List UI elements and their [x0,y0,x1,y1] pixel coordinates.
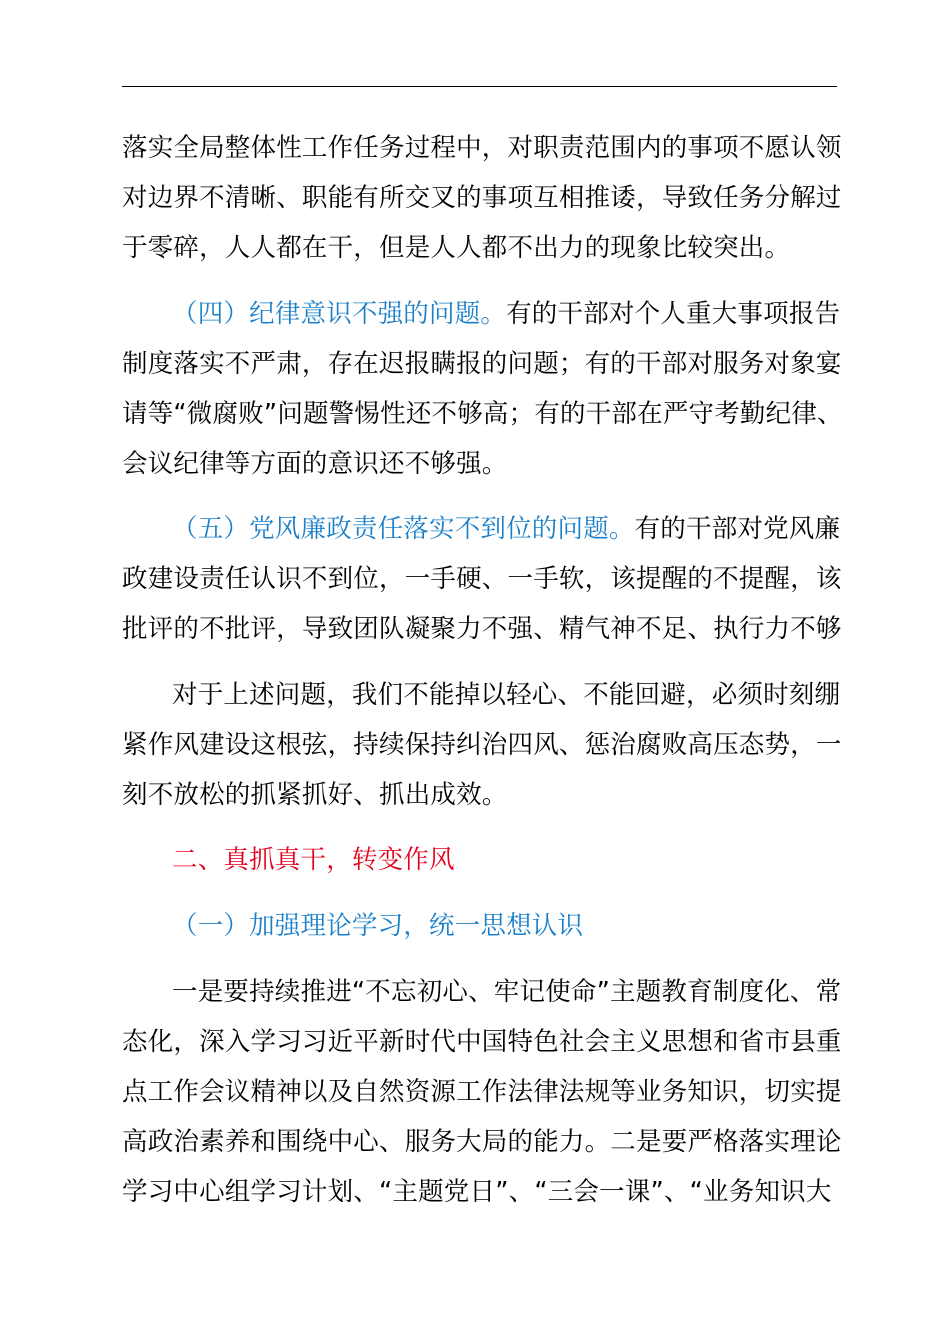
body-text-line: 批评的不批评，导致团队凝聚力不强、精气神不足、执行力不够 [122,614,842,644]
body-text-line: 制度落实不严肃，存在迟报瞒报的问题；有的干部对服务对象宴 [122,349,842,379]
body-text-line: 于零碎，人人都在干，但是人人都不出力的现象比较突出。 [122,233,791,263]
body-text-line: 态化，深入学习习近平新时代中国特色社会主义思想和省市县重 [122,1027,842,1057]
body-text-line: 会议纪律等方面的意识还不够强。 [122,449,508,479]
section-4-first-line [172,299,892,329]
section-4-first-line-text: 有的干部对个人重大事项报告 [506,299,841,329]
body-text-line: 对于上述问题，我们不能掉以轻心、不能回避，必须时刻绷 [172,680,841,710]
section-5-first-line-text: 有的干部对党风廉 [634,514,841,544]
body-text-line: 紧作风建设这根弦，持续保持纠治四风、惩治腐败高压态势，一 [122,730,842,760]
body-text-line: 一是要持续推进“不忘初心、牢记使命”主题教育制度化、常 [172,977,842,1007]
body-text-line: 对边界不清晰、职能有所交叉的事项互相推诿，导致任务分解过 [122,183,842,213]
subsection-1-heading: （一）加强理论学习，统一思想认识 [172,911,584,941]
header-rule [122,86,837,87]
section-5-first-line [172,514,892,544]
body-text-line: 政建设责任认识不到位，一手硬、一手软，该提醒的不提醒，该 [122,564,842,594]
body-text-line: 高政治素养和围绕中心、服务大局的能力。二是要严格落实理论 [122,1127,842,1157]
body-text-line: 请等“微腐败”问题警惕性还不够高；有的干部在严守考勤纪律、 [122,399,843,429]
body-text-line: 点工作会议精神以及自然资源工作法律法规等业务知识，切实提 [122,1077,842,1107]
section-4-heading: （四）纪律意识不强的问题。 [172,299,507,329]
body-text-line: 学习中心组学习计划、“主题党日”、“三会一课”、“业务知识大 [122,1177,832,1207]
body-text-line: 落实全局整体性工作任务过程中，对职责范围内的事项不愿认领 [122,133,842,163]
section-5-heading: （五）党风廉政责任落实不到位的问题。 [172,514,635,544]
part-two-heading: 二、真抓真干，转变作风 [172,845,455,875]
body-text-line: 刻不放松的抓紧抓好、抓出成效。 [122,780,508,810]
